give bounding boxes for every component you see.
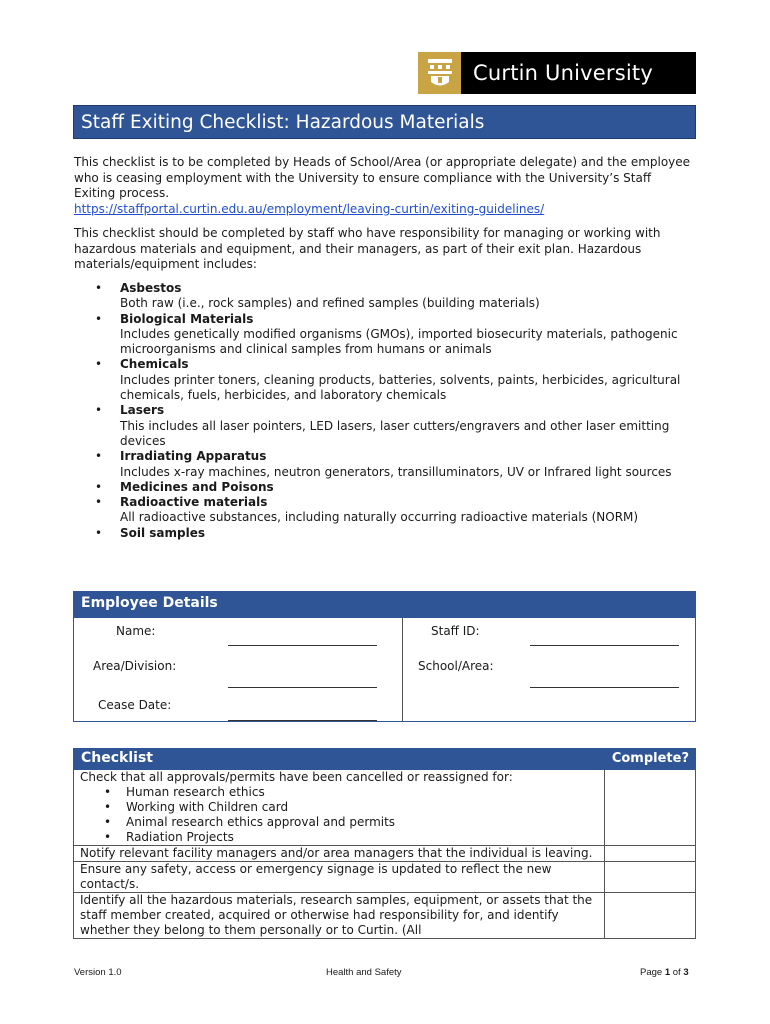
hazard-name: Soil samples [120, 525, 206, 540]
hazard-name: Irradiating Apparatus [120, 449, 267, 464]
list-item: • Chemicals Includes printer toners, cleaning products, batteries, solvents, paints, herbicides, agricultural chemicals, fuels, herbicides, and laboratory chemicals [74, 357, 694, 403]
hazard-description: Includes printer toners, cleaning products, batteries, solvents, paints, herbicides, agricultural chemicals, fuels, herbicides, and laboratory chemicals [120, 372, 681, 403]
scope-paragraph: This checklist should be completed by staff who have responsibility for managing or working with hazardous materials and equipment, and their managers, as part of their exit plan. Hazardous materials/equipment includes: [74, 226, 661, 271]
checklist-item: Ensure any safety, access or emergency signage is updated to reflect the new contact/s. [74, 862, 605, 893]
complete-cell[interactable] [604, 846, 695, 862]
hazard-description: Includes genetically modified organisms (GMOs), imported biosecurity materials, pathogenic microorganisms and clinical samples from humans or animals [120, 326, 678, 357]
table-row [74, 770, 696, 846]
scope-block [74, 226, 694, 273]
logo-wordmark: Curtin University [473, 61, 653, 85]
list-item: • Animal research ethics approval and permits [104, 815, 396, 829]
checklist-item: Identify all the hazardous materials, research samples, equipment, or assets that the staff member created, acquired or otherwise had responsibility for, and identify whether they belong to them personally or to Curtin. (All [74, 893, 605, 939]
complete-heading: Complete? [604, 749, 695, 770]
list-item: • Medicines and Poisons [74, 480, 694, 495]
complete-cell[interactable] [604, 770, 695, 846]
page-number: Page 1 of 3 [640, 967, 689, 978]
list-item: • Asbestos Both raw (i.e., rock samples) and refined samples (building materials) [74, 281, 694, 312]
curtin-logo [418, 52, 696, 94]
hazard-list [74, 281, 694, 541]
hazard-description: Includes x-ray machines, neutron generators, transilluminators, UV or Infrared light sources [120, 464, 672, 479]
checklist-table [73, 748, 696, 939]
list-item: • Lasers This includes all laser pointers, LED lasers, laser cutters/engravers and other laser emitting devices [74, 403, 694, 449]
footer-center: Health and Safety [326, 967, 402, 978]
hazard-description: All radioactive substances, including naturally occurring radioactive materials (NORM) [120, 510, 639, 525]
hazard-name: Biological Materials [120, 311, 254, 326]
hazard-name: Asbestos [120, 281, 182, 295]
checklist-item [74, 770, 605, 846]
school-area-label: School/Area: [418, 659, 494, 673]
hazard-description: This includes all laser pointers, LED lasers, laser cutters/engravers and other laser emitting devices [120, 418, 670, 448]
cease-date-field[interactable] [228, 720, 377, 721]
list-item: • Radiation Projects [104, 830, 234, 844]
table-row [74, 862, 696, 893]
employee-details-section [73, 591, 696, 722]
checklist-heading: Checklist [74, 749, 605, 770]
table-row [74, 846, 696, 862]
list-item: • Soil samples [74, 526, 694, 541]
intro-block [74, 155, 694, 217]
cease-date-label: Cease Date: [98, 698, 172, 712]
hazard-description: Both raw (i.e., rock samples) and refined samples (building materials) [120, 296, 540, 311]
hazard-name: Chemicals [120, 357, 189, 372]
crest-icon [418, 52, 461, 94]
checklist-item: Notify relevant facility managers and/or area managers that the individual is leaving. [74, 846, 605, 862]
page-title: Staff Exiting Checklist: Hazardous Materials [73, 105, 696, 139]
column-divider [402, 618, 403, 722]
area-division-label: Area/Division: [93, 659, 177, 673]
checklist-item-text: Check that all approvals/permits have been cancelled or reassigned for: [80, 770, 513, 784]
school-area-field[interactable] [530, 687, 679, 688]
list-item: • Working with Children card [104, 800, 289, 814]
complete-cell[interactable] [604, 893, 695, 939]
employee-details-heading: Employee Details [74, 592, 695, 618]
hazard-name: Radioactive materials [120, 495, 268, 510]
hazard-name: Lasers [120, 403, 165, 418]
footer-version: Version 1.0 [74, 967, 122, 978]
list-item: • Human research ethics [104, 785, 265, 799]
staff-id-label: Staff ID: [431, 624, 480, 638]
area-division-field[interactable] [228, 687, 377, 688]
exiting-guidelines-link[interactable]: https://staffportal.curtin.edu.au/employment/leaving-curtin/exiting-guidelines/ [74, 201, 545, 216]
list-item: • Biological Materials Includes genetically modified organisms (GMOs), imported biosecurity materials, pathogenic microorganisms and clinical samples from humans or animals [74, 312, 694, 358]
staff-id-field[interactable] [530, 645, 679, 646]
name-field[interactable] [228, 645, 377, 646]
intro-paragraph: This checklist is to be completed by Heads of School/Area (or appropriate delegate) and the employee who is ceasing employment with the University to ensure compliance with the University’s Staff Exiting process. [74, 155, 691, 200]
name-label: Name: [116, 624, 156, 638]
list-item: • Radioactive materials All radioactive substances, including naturally occurring radioactive materials (NORM) [74, 495, 694, 526]
hazard-name: Medicines and Poisons [120, 479, 274, 494]
complete-cell[interactable] [604, 862, 695, 893]
list-item: • Irradiating Apparatus Includes x-ray machines, neutron generators, transilluminators, UV or Infrared light sources [74, 449, 694, 480]
table-row [74, 893, 696, 939]
